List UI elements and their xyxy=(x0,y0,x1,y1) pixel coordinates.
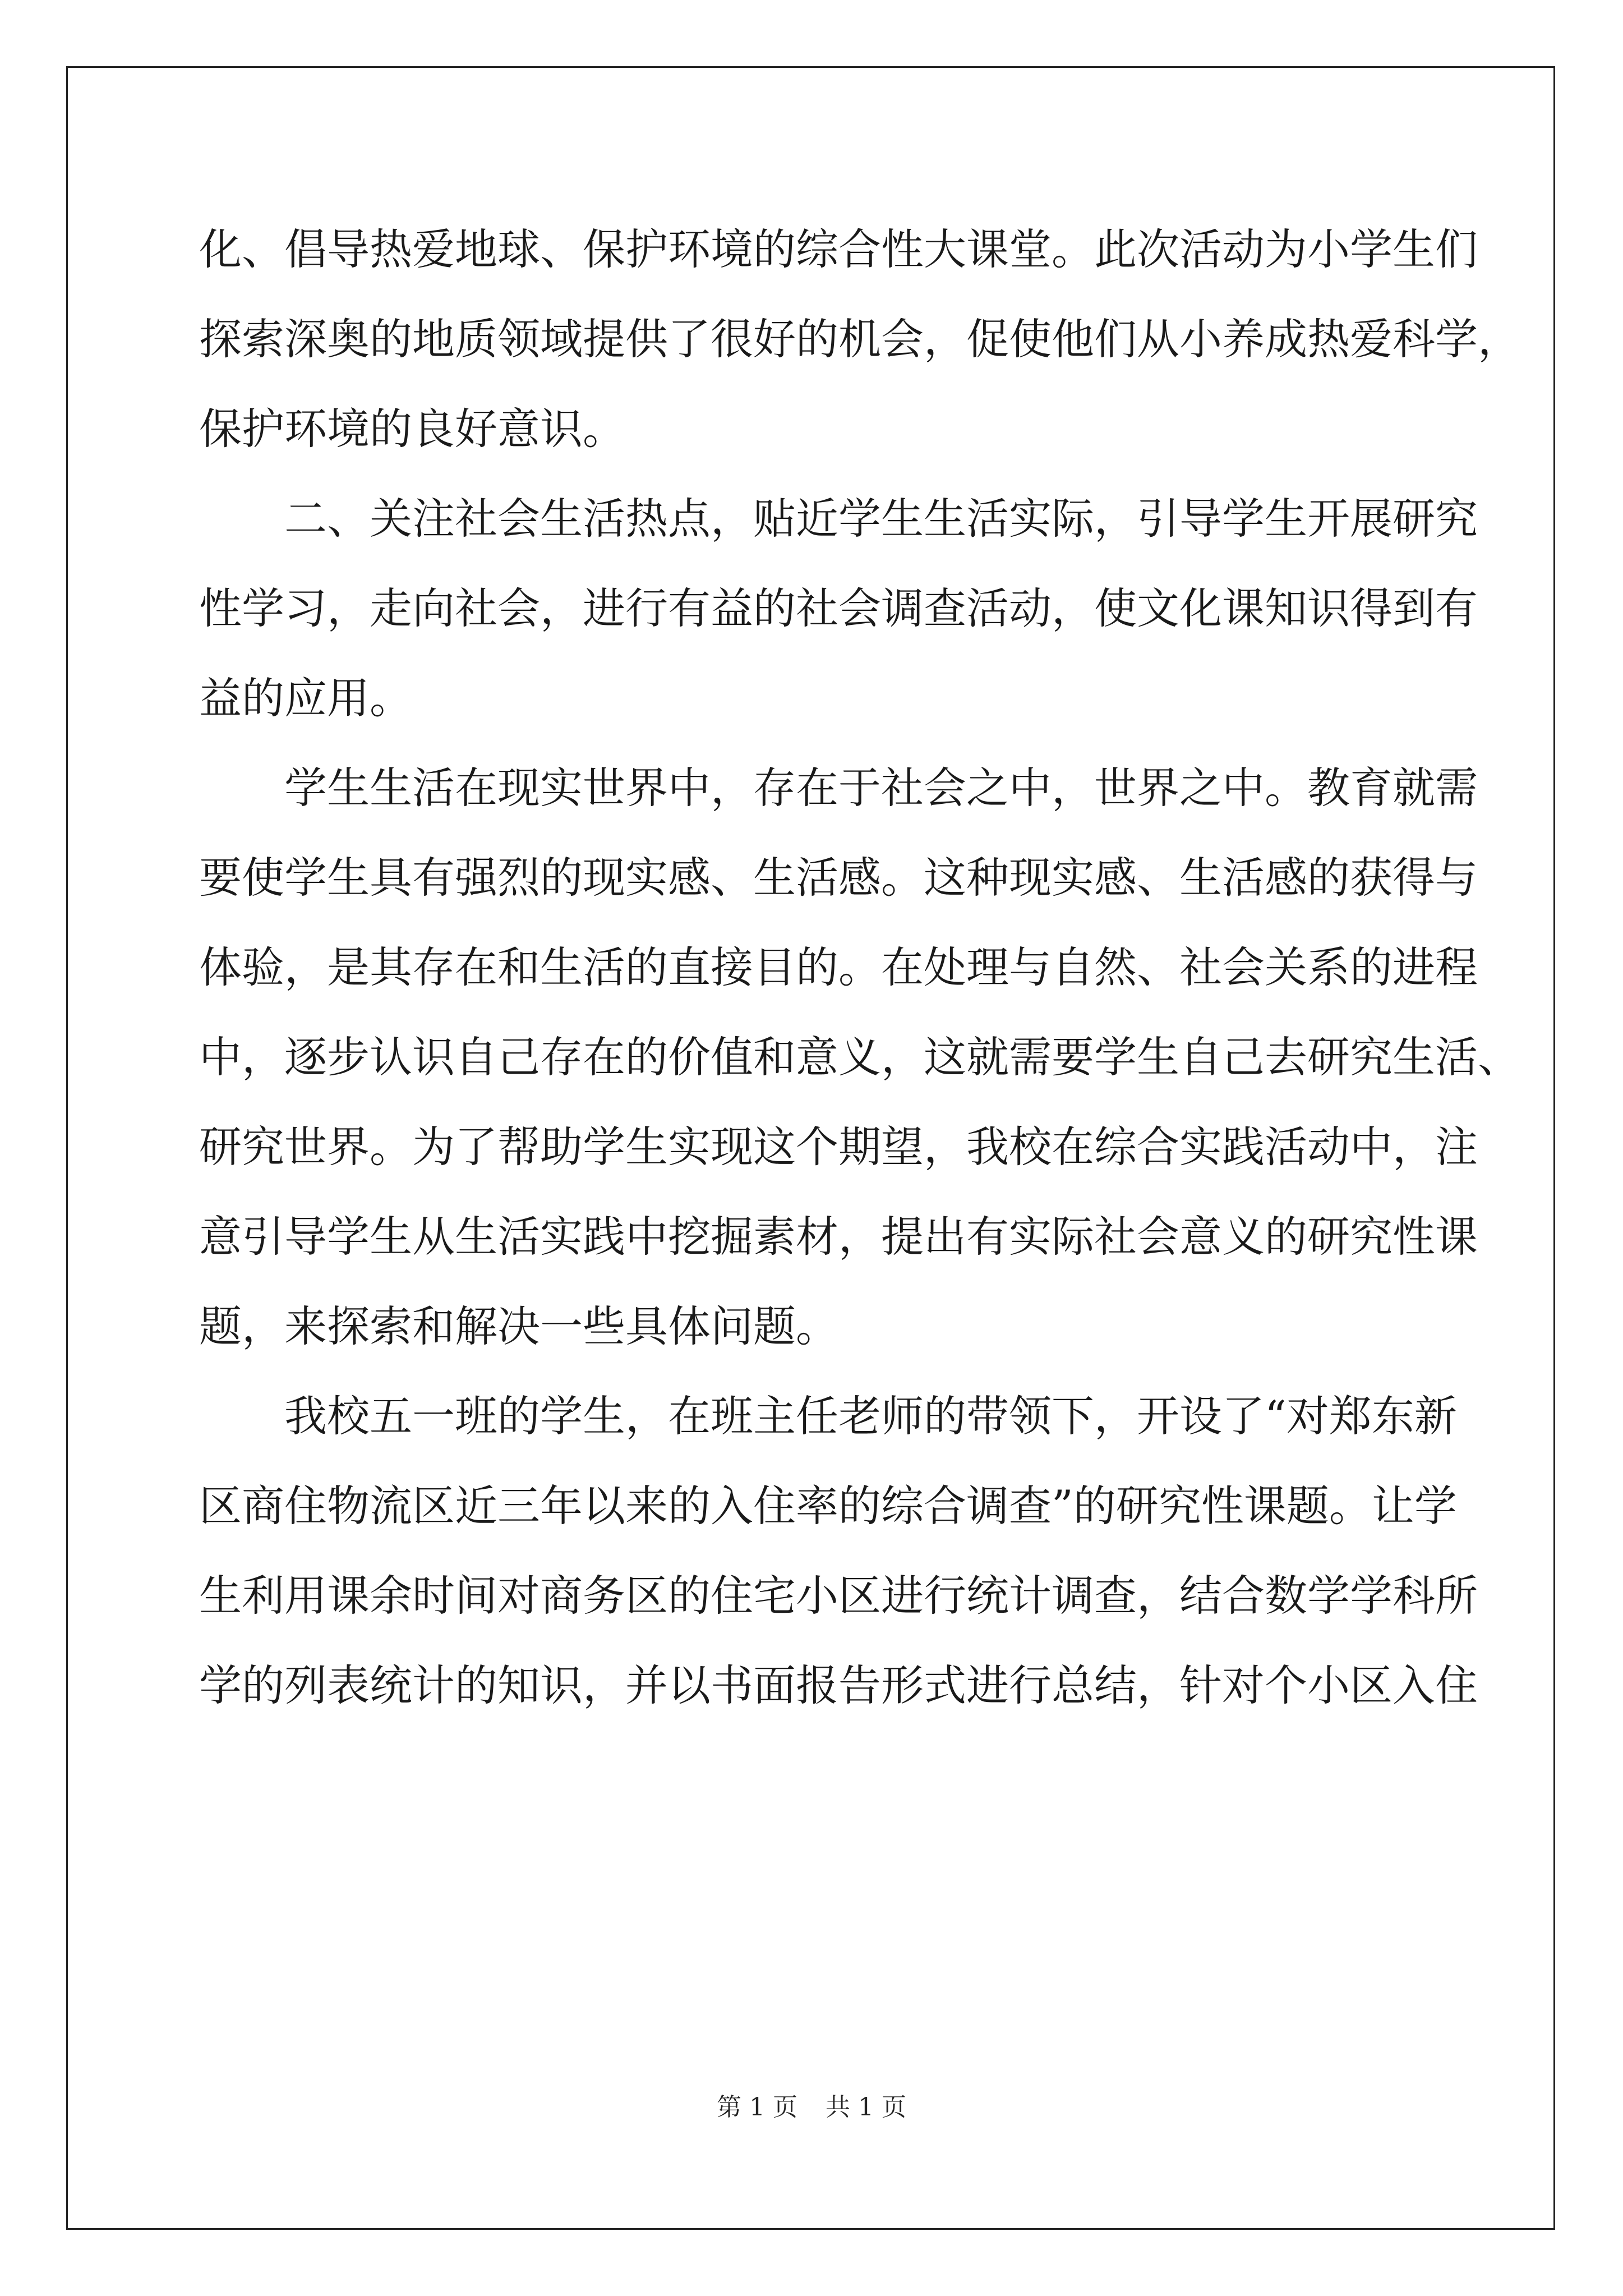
text-line: 我校五一班的学生，在班主任老师的带领下，开设了“对郑东新 xyxy=(284,1391,1457,1441)
page-total: 共 1 页 xyxy=(826,2093,906,2122)
text-line: 意引导学生从生活实践中挖掘素材，提出有实际社会意义的研究性课 xyxy=(199,1212,1478,1262)
text-line: 题，来探索和解决一些具体问题。 xyxy=(199,1301,838,1351)
paragraph xyxy=(199,216,1520,485)
text-line: 性学习，走向社会，进行有益的社会调查活动，使文化课知识得到有 xyxy=(199,583,1478,633)
text-line: 区商住物流区近三年以来的入住率的综合调查”的研究性课题。让学 xyxy=(199,1481,1457,1531)
text-line: 学的列表统计的知识，并以书面报告形式进行总结，针对个小区入住 xyxy=(199,1660,1478,1710)
text-line: 学生生活在现实世界中，存在于社会之中，世界之中。教育就需 xyxy=(284,763,1478,813)
text-line: 研究世界。为了帮助学生实现这个期望，我校在综合实践活动中，注 xyxy=(199,1122,1478,1172)
text-line: 二、关注社会生活热点，贴近学生生活实际，引导学生开展研究 xyxy=(284,494,1478,544)
paragraph xyxy=(199,485,1478,754)
paragraph xyxy=(199,754,1520,1383)
paragraph xyxy=(199,1383,1478,1742)
text-line: 保护环境的良好意识。 xyxy=(199,404,625,454)
text-line: 体验，是其存在和生活的直接目的。在处理与自然、社会关系的进程 xyxy=(199,942,1478,992)
text-line: 生利用课余时间对商务区的住宅小区进行统计调查，结合数学学科所 xyxy=(199,1571,1478,1621)
page-number: 第 1 页 xyxy=(717,2093,797,2122)
text-line: 益的应用。 xyxy=(199,673,412,723)
text-line: 中，逐步认识自己存在的价值和意义，这就需要学生自己去研究生活、 xyxy=(199,1032,1520,1082)
document-body xyxy=(199,216,1520,1742)
text-line: 要使学生具有强烈的现实感、生活感。这种现实感、生活感的获得与 xyxy=(199,853,1478,903)
page-footer xyxy=(0,2087,1623,2123)
text-line: 探索深奥的地质领域提供了很好的机会，促使他们从小养成热爱科学， xyxy=(199,314,1520,364)
text-line: 化、倡导热爱地球、保护环境的综合性大课堂。此次活动为小学生们 xyxy=(199,224,1478,274)
